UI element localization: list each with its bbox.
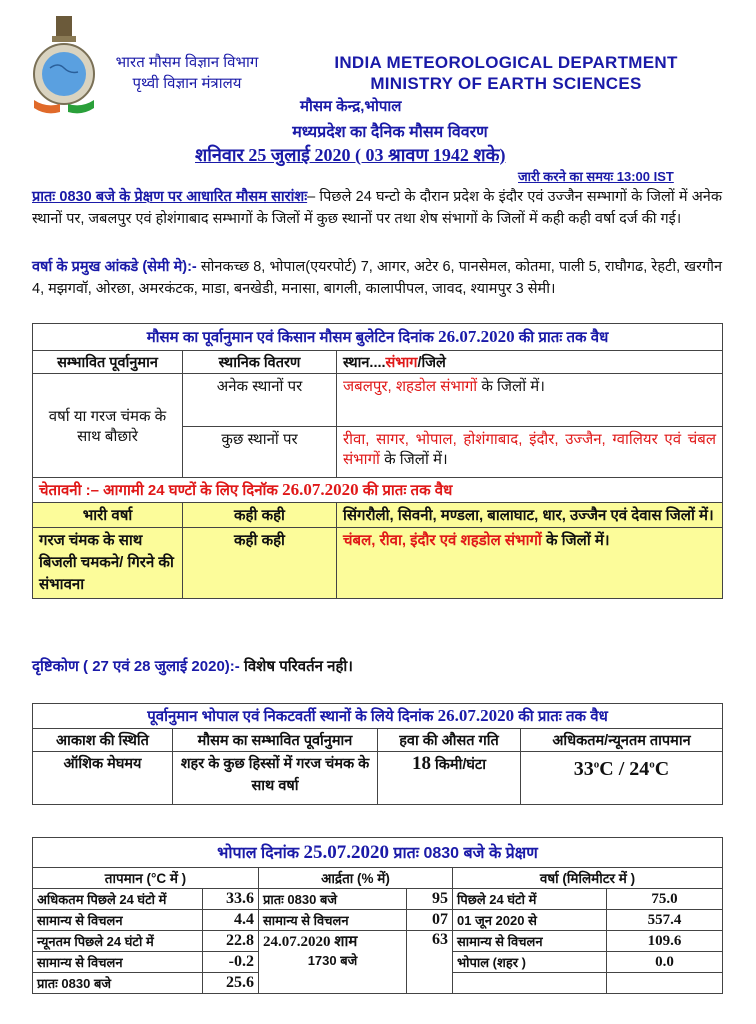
- warning-title-row: [33, 478, 723, 503]
- forecast-places: [337, 374, 723, 427]
- rain-value-empty: [607, 973, 723, 994]
- warning-distribution: कही कही: [183, 528, 337, 599]
- max-temp: 33: [573, 758, 594, 780]
- observation-header: [33, 868, 723, 889]
- rain-label: 01 जून 2020 से: [453, 910, 607, 931]
- temp-unit: C: [599, 758, 614, 780]
- observation-table: [32, 837, 723, 994]
- humidity-value: 63: [407, 931, 453, 994]
- forecast-table: [32, 323, 723, 599]
- rainfall-data: [32, 256, 722, 300]
- header-humidity: आर्द्रता (% में): [259, 868, 453, 889]
- warning-places-red: चंबल, रीवा, इंदौर एवं शहडोल संभागों: [343, 532, 542, 549]
- hindi-dept-line1: भारत मौसम विज्ञान विभाग: [115, 54, 259, 71]
- warning-places-black: सिंगरौली, सिवनी, मण्डला, बालाघाट, धार, उज्जैन एवं देवास जिलों में।: [343, 507, 714, 524]
- rain-value: 557.4: [607, 910, 723, 931]
- temp-separator: /: [613, 758, 630, 780]
- rain-label: पिछले 24 घंटो में: [453, 889, 607, 910]
- bhopal-forecast-title-prefix: पूर्वानुमान भोपाल एवं निकटवर्ती स्थानों के लिये दिनांक: [147, 708, 438, 725]
- forecast-title-prefix: मौसम का पूर्वानुमान एवं किसान मौसम बुलेटिन दिनांक: [146, 329, 439, 346]
- forecast-category: वर्षा या गरज चंमक के साथ बौछारे: [33, 374, 183, 478]
- header-places: [337, 351, 723, 374]
- max-min-temperature: [521, 752, 723, 805]
- english-department-name: [306, 52, 706, 94]
- wind-speed: [378, 752, 521, 805]
- header-forecast: मौसम का सम्भावित पूर्वानुमान: [173, 729, 378, 752]
- header-temperature: तापमान (°C में ): [33, 868, 259, 889]
- temp-label: प्रातः 0830 बजे: [33, 973, 203, 994]
- temp-value: 22.8: [203, 931, 259, 952]
- rain-value: 75.0: [607, 889, 723, 910]
- humidity-label-line2: 1730 बजे: [307, 953, 358, 968]
- bhopal-forecast-title: [33, 704, 723, 729]
- header-places-label: स्थान....: [343, 355, 386, 371]
- humidity-label: प्रातः 0830 बजे: [259, 889, 407, 910]
- temp-label: सामान्य से विचलन: [33, 952, 203, 973]
- forecast-title-suffix: की प्रातः तक वैध: [514, 329, 609, 346]
- observation-title: [33, 838, 723, 868]
- forecast-table-title: [33, 324, 723, 351]
- temp-label: न्यूनतम पिछले 24 घंटो में: [33, 931, 203, 952]
- humidity-label-line1: 24.07.2020 शाम: [263, 934, 358, 950]
- temp-value: 4.4: [203, 910, 259, 931]
- center-name: मौसम केन्द्र,भोपाल: [300, 98, 402, 115]
- rain-value: 109.6: [607, 931, 723, 952]
- rain-label-empty: [453, 973, 607, 994]
- observation-title-prefix: भोपाल दिनांक: [217, 845, 304, 862]
- observation-row: [33, 910, 723, 931]
- issue-time: जारी करने का समयः 13:00 IST: [518, 169, 674, 184]
- imd-emblem-logo: [28, 12, 100, 117]
- report-title: मध्यप्रदेश का दैनिक मौसम विवरण: [292, 124, 488, 141]
- report-date: शनिवार 25 जुलाई 2020 ( 03 श्रावण 1942 शके): [195, 145, 506, 165]
- bhopal-forecast-title-date: 26.07.2020: [437, 706, 515, 725]
- sky-condition: ऑशिक मेघमय: [33, 752, 173, 805]
- header-wind: हवा की औसत गति: [378, 729, 521, 752]
- warning-places-black: के जिलों में।: [541, 532, 610, 549]
- min-temp: 24: [629, 758, 650, 780]
- humidity-value: 07: [407, 910, 453, 931]
- summary-text: – पिछले 24 घन्टो के दौरान प्रदेश के इंदौर एवं उज्जैन सम्भागों के जिलों में अनेक स्थानों पर, जबलपुर एवं होशंगाबाद सम्भागों के जिलों में कुछ स्थानों पर तथा शेष संभागों के जिलों में कही कही वर्षा दर्ज की गई।: [32, 189, 722, 227]
- header-division-label: संभाग: [385, 355, 418, 371]
- observation-title-date: 25.07.2020: [303, 842, 389, 863]
- rainfall-text: सोनकच्छ 8, भोपाल(एयरपोर्ट) 7, आगर, अटेर 6, पानसेमल, कोतमा, पाली 5, राघौगढ, रेहटी, खरगौन 4, मझगवॉ, ओरछा, अमरकंटक, माडा, बनखेडी, मनासा, बागली, कालापीपल, जावद, श्यामपुर 3 सेमी।: [32, 259, 723, 297]
- bhopal-forecast-header: [33, 729, 723, 752]
- observation-title-suffix: प्रातः 0830 बजे के प्रेक्षण: [388, 845, 538, 862]
- eng-dept-line1: INDIA METEOROLOGICAL DEPARTMENT: [334, 53, 678, 72]
- temp-unit: C: [654, 758, 670, 780]
- humidity-label: सामान्य से विचलन: [259, 910, 407, 931]
- wind-unit: किमी/घंटा: [430, 757, 486, 773]
- forecast-places-red: जबलपुर, शहडोल संभागों: [343, 378, 478, 395]
- bhopal-forecast-table: [32, 703, 723, 805]
- degree-sign: o: [593, 758, 600, 771]
- hindi-department-name: [112, 52, 262, 94]
- temp-value: 33.6: [203, 889, 259, 910]
- warning-places: [337, 528, 723, 599]
- forecast-places: [337, 427, 723, 478]
- warning-suffix: की प्रातः तक वैध: [358, 482, 453, 499]
- weather-summary: [32, 186, 722, 230]
- temp-value: -0.2: [203, 952, 259, 973]
- temp-label: अधिकतम पिछले 24 घंटो में: [33, 889, 203, 910]
- rain-label: सामान्य से विचलन: [453, 931, 607, 952]
- header-sky: आकाश की स्थिति: [33, 729, 173, 752]
- eng-dept-line2: MINISTRY OF EARTH SCIENCES: [370, 74, 642, 93]
- forecast-distribution: कुछ स्थानों पर: [183, 427, 337, 478]
- warning-date: 26.07.2020: [282, 480, 359, 499]
- rainfall-lead: वर्षा के प्रमुख आंकडे (सेमी मे):-: [32, 259, 197, 275]
- forecast-table-header: [33, 351, 723, 374]
- warning-row: [33, 528, 723, 599]
- warning-distribution: कही कही: [183, 503, 337, 528]
- observation-row: [33, 931, 723, 952]
- warning-places: [337, 503, 723, 528]
- humidity-label: [259, 931, 407, 994]
- observation-row: [33, 889, 723, 910]
- bhopal-forecast-row: [33, 752, 723, 805]
- warning-type: गरज चंमक के साथ बिजली चमकने/ गिरने की संभावना: [33, 528, 183, 599]
- outlook-text: विशेष परिवर्तन नही।: [239, 658, 353, 675]
- forecast-places-red: रीवा, सागर, भोपाल, होशंगाबाद, इंदौर, उज्जैन, ग्वालियर एवं चंबल संभागों: [343, 431, 716, 468]
- humidity-value: 95: [407, 889, 453, 910]
- header-expected-forecast: सम्भावित पूर्वानुमान: [33, 351, 183, 374]
- summary-lead: प्रातः 0830 बजे के प्रेक्षण पर आधारित मौसम सारांशः: [32, 189, 308, 205]
- header-rainfall: वर्षा (मिलिमीटर में ): [453, 868, 723, 889]
- forecast-places-black: के जिलों में।: [477, 378, 545, 395]
- forecast-row: [33, 374, 723, 427]
- temp-label: सामान्य से विचलन: [33, 910, 203, 931]
- outlook-lead: दृष्टिकोण ( 27 एवं 28 जुलाई 2020):-: [32, 658, 240, 675]
- forecast-distribution: अनेक स्थानों पर: [183, 374, 337, 427]
- forecast-title-date: 26.07.2020: [438, 327, 515, 346]
- temp-value: 25.6: [203, 973, 259, 994]
- forecast-places-black: के जिलों में।: [379, 451, 448, 468]
- warning-prefix: चेतावनी :– आगामी 24 घण्टों के लिए दिनॉक: [39, 482, 283, 499]
- header-temperature: अधिकतम/न्यूनतम तापमान: [521, 729, 723, 752]
- warning-row: [33, 503, 723, 528]
- bhopal-forecast-title-suffix: की प्रातः तक वैध: [514, 708, 608, 725]
- outlook: [32, 656, 353, 676]
- wind-value: 18: [411, 753, 431, 774]
- rain-label: भोपाल (शहर ): [453, 952, 607, 973]
- header-district-label: /जिले: [417, 355, 446, 371]
- expected-weather: शहर के कुछ हिस्सों में गरज चंमक के साथ वर्षा: [173, 752, 378, 805]
- warning-type: भारी वर्षा: [33, 503, 183, 528]
- header-spatial-distribution: स्थानिक वितरण: [183, 351, 337, 374]
- rain-value: 0.0: [607, 952, 723, 973]
- degree-sign: o: [649, 758, 655, 771]
- hindi-dept-line2: पृथ्वी विज्ञान मंत्रालय: [132, 75, 242, 92]
